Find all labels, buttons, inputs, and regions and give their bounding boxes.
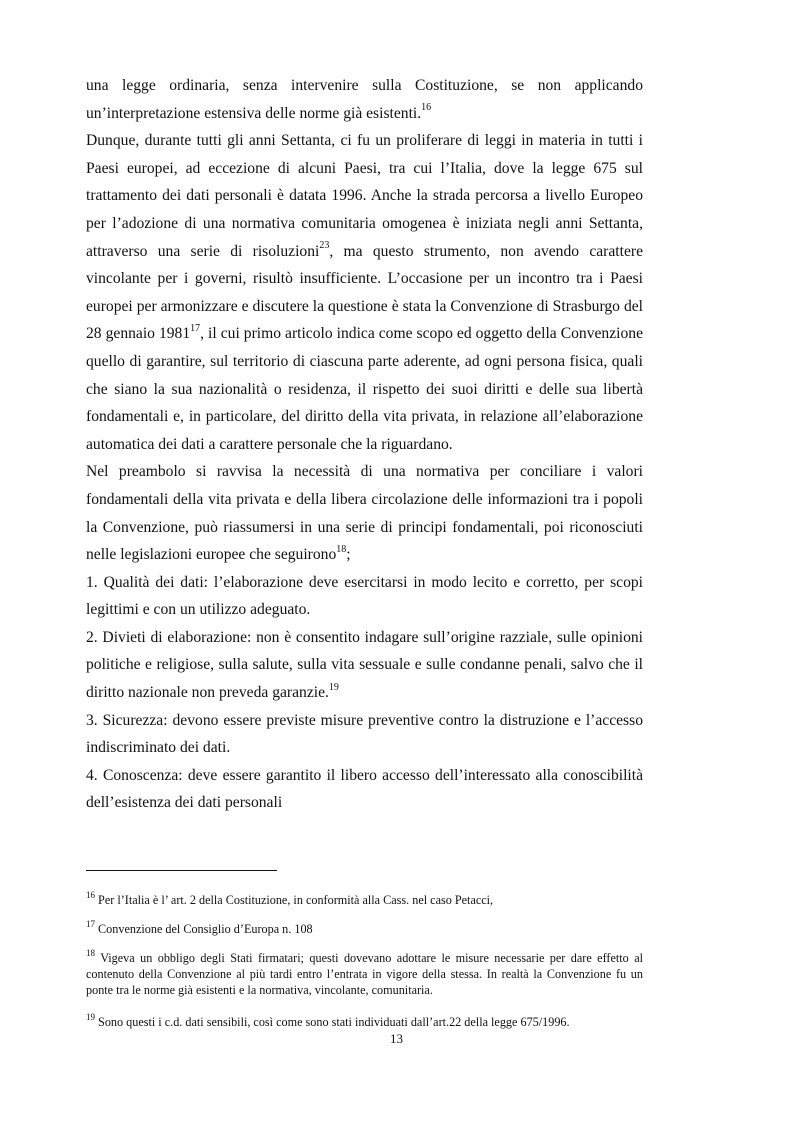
footnote-19: $^{19}$ Sono questi i c.d. dati sensibili, così come sono stati individuati dall’art.22 della legge 675/1996. (86, 1011, 570, 1029)
footnote-18: $^{18}$ Vigeva un obbligo degli Stati firmatari; questi dovevano adottare le misure necessarie per dare effetto al contenuto della Convenzione al più tardi entro l’entrata in vigore della stessa. In realtà la Convenzione fu un ponte tra le norme già esistenti e la normativa, vincolante, comunitaria. (86, 947, 643, 997)
page-number: 13 (390, 1031, 403, 1046)
footnote-separator (86, 870, 277, 871)
paragraph-2: Dunque, durante tutti gli anni Settanta, ci fu un proliferare di leggi in materia in tutti i Paesi europei, ad eccezione di alcuni Paesi, tra cui l’Italia, dove la legge 675 sul trattamento dei dati personali è datata 1996. Anche la strada percorsa a livello Europeo per l’adozione di una normativa comunitaria omogenea è iniziata negli anni Settanta, attraverso una serie di risoluzioni$^{23}$, ma questo strumento, non avendo carattere vincolante per i governi, risultò insufficiente. L’occasione per un incontro tra i Paesi europei per armonizzare e discutere la questione è stata la Convenzione di Strasburgo del 28 gennaio 1981$^{17}$, il cui primo articolo indica come scopo ed oggetto della Convenzione quello di garantire, sul territorio di ciascuna parte aderente, ad ogni persona fisica, quali che siano la sua nazionalità o residenza, il rispetto dei suoi diritti e delle sua libertà fondamentali e, in particolare, del diritto della vita privata, in relazione all’elaborazione automatica dei dati a carattere personale che la riguardano. (86, 132, 643, 453)
list-item-1: 1. Qualità dei dati: l’elaborazione deve esercitarsi in modo lecito e corretto, per scopi legittimi e con un utilizzo adeguato. (86, 573, 643, 619)
footnote-ref-19[interactable]: 19 (328, 681, 339, 693)
footnote-ref-18[interactable]: 18 (336, 543, 347, 555)
paragraph-3: Nel preambolo si ravvisa la necessità di una normativa per conciliare i valori fondamentali della vita privata e della libera circolazione delle informazioni tra i popoli la Convenzione, può riassumersi in una serie di principi fondamentali, poi riconosciuti nelle legislazioni europee che seguirono$^{18}$; (86, 463, 643, 564)
footnote-ref-16[interactable]: 16 (421, 102, 432, 114)
footnote-ref-17[interactable]: 17 (190, 323, 201, 335)
footnote-16: $^{16}$ Per l’Italia è l’ art. 2 della Costituzione, in conformità alla Cass. nel caso Petacci, (86, 889, 494, 907)
list-item-3: 3. Sicurezza: devono essere previste misure preventive contro la distruzione e l’accesso indiscriminato dei dati. (86, 711, 643, 757)
body-text (86, 72, 643, 817)
footnote-17: $^{17}$ Convenzione del Consiglio d’Europa n. 108 (86, 918, 313, 936)
paragraph-1: una legge ordinaria, senza intervenire sulla Costituzione, se non applicando un’interpretazione estensiva delle norme già esistenti.$^{16}$ (86, 77, 643, 122)
list-item-2: 2. Divieti di elaborazione: non è consentito indagare sull’origine razziale, sulle opinioni politiche e religiose, sulla salute, sulla vita sessuale e sulle condanne penali, salvo che il diritto nazionale non preveda garanzie.$^{19}$ (86, 628, 643, 702)
list-item-4: 4. Conoscenza: deve essere garantito il libero accesso dell’interessato alla conoscibilità dell’esistenza dei dati personali (86, 766, 643, 812)
footnote-ref-23[interactable]: 23 (319, 240, 330, 252)
